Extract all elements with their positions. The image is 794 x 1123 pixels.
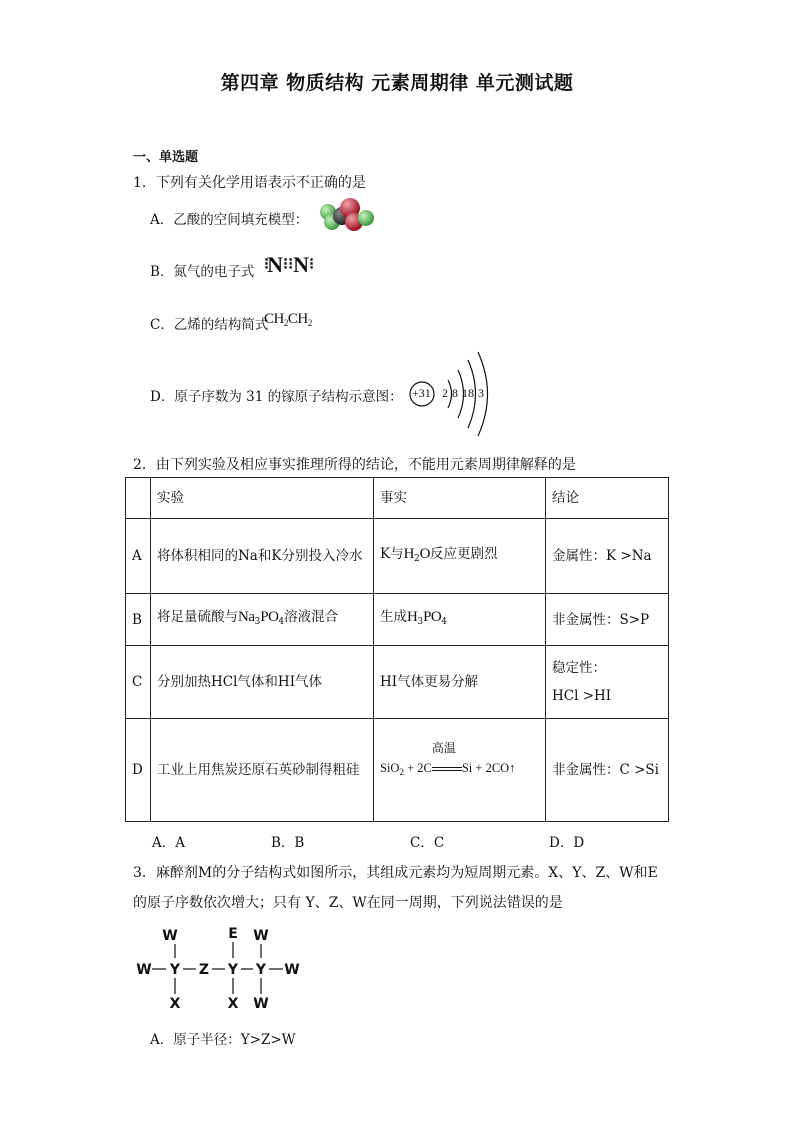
q1-option-b: B．氮气的电子式: [150, 264, 255, 280]
q1-option-d: D．原子序数为 31 的镓原子结构示意图：: [150, 389, 403, 405]
table-header-cell: [126, 478, 151, 519]
atom-label: Z: [198, 962, 210, 978]
table-row: [126, 519, 669, 594]
q1-stem: 1．下列有关化学用语表示不正确的是: [133, 175, 366, 191]
conclusion-cell: 非金属性：S>P: [546, 594, 669, 646]
atom-label: Y: [169, 962, 181, 978]
atom-label: Y: [255, 962, 267, 978]
page-title: 第四章 物质结构 元素周期律 单元测试题: [220, 72, 574, 94]
q1-option-c: C．乙烯的结构简式: [150, 317, 269, 333]
table-row: [126, 646, 669, 719]
atom-label: E: [228, 926, 238, 942]
section-heading: 一、单选题: [133, 150, 199, 165]
experiment-cell: 将体积相同的Na和K分别投入冷水: [151, 519, 374, 594]
fact-cell: HI气体更易分解: [374, 646, 546, 719]
conclusion-cell: [546, 646, 669, 719]
table-row: [126, 594, 669, 646]
table-header-cell: 事实: [374, 478, 546, 519]
conclusion-line: HCl >HI: [552, 688, 612, 704]
q2-choice-d: D．D: [549, 835, 585, 851]
q3-stem-line2: 的原子序数依次增大；只有 Y、Z、W在同一周期，下列说法错误的是: [133, 895, 563, 911]
row-label: C: [126, 646, 151, 719]
molecule-structure-diagram: [130, 922, 310, 1018]
row-label: B: [126, 594, 151, 646]
fact-cell: SiO$_2$ + 2C 高温 Si + 2CO↑: [374, 719, 546, 822]
electron-shell-counts: 2 8 18 3: [442, 386, 484, 400]
fact-cell: K与$H_2O$反应更剧烈: [374, 519, 546, 594]
row-label: D: [126, 719, 151, 822]
reaction-condition: 高温: [431, 741, 456, 755]
n2-electron-formula: ⁝N⁝⁝N⁝: [264, 252, 315, 277]
atom-sphere: [358, 210, 374, 226]
equals-sign: [432, 767, 462, 771]
experiment-table: [125, 477, 669, 822]
conclusion-cell: 非金属性：C >Si: [546, 719, 669, 822]
table-header-cell: 实验: [151, 478, 374, 519]
atom-label: W: [253, 928, 269, 944]
acetic-acid-model-image: [318, 196, 378, 236]
table-header-row: [126, 478, 669, 519]
q2-stem: 2．由下列实验及相应事实推理所得的结论，不能用元素周期律解释的是: [133, 457, 576, 473]
q3-stem-line1: 3．麻醉剂M的分子结构式如图所示，其组成元素均为短周期元素。X、Y、Z、W和E: [133, 865, 658, 881]
fact-cell: 生成$H_3PO_4$: [374, 594, 546, 646]
row-label: A: [126, 519, 151, 594]
q2-choice-c: C．C: [410, 835, 445, 851]
experiment-cell: 工业上用焦炭还原石英砂制得粗硅: [151, 719, 374, 822]
experiment-cell: 将足量硫酸与$Na_3PO_4$溶液混合: [151, 594, 374, 646]
experiment-cell: 分别加热HCl气体和HI气体: [151, 646, 374, 719]
atom-label: W: [136, 962, 152, 978]
atom-label: W: [253, 996, 269, 1012]
ethylene-formula: $CH_2CH_2$: [264, 311, 312, 328]
q1-option-a: A．乙酸的空间填充模型：: [150, 212, 309, 228]
atom-label: X: [169, 996, 181, 1012]
q3-option-a: A．原子半径：Y>Z>W: [150, 1032, 296, 1048]
q2-choice-b: B．B: [271, 835, 305, 851]
nucleus-charge: +31: [412, 386, 431, 400]
table-row: [126, 719, 669, 822]
atom-label: X: [227, 996, 239, 1012]
atom-label: Y: [227, 962, 239, 978]
atom-label: W: [284, 962, 300, 978]
conclusion-cell: 金属性：K >Na: [546, 519, 669, 594]
q2-choice-a: A．A: [152, 835, 185, 851]
atom-label: W: [162, 928, 178, 944]
table-header-cell: 结论: [546, 478, 669, 519]
conclusion-line: 稳定性：: [552, 660, 606, 676]
